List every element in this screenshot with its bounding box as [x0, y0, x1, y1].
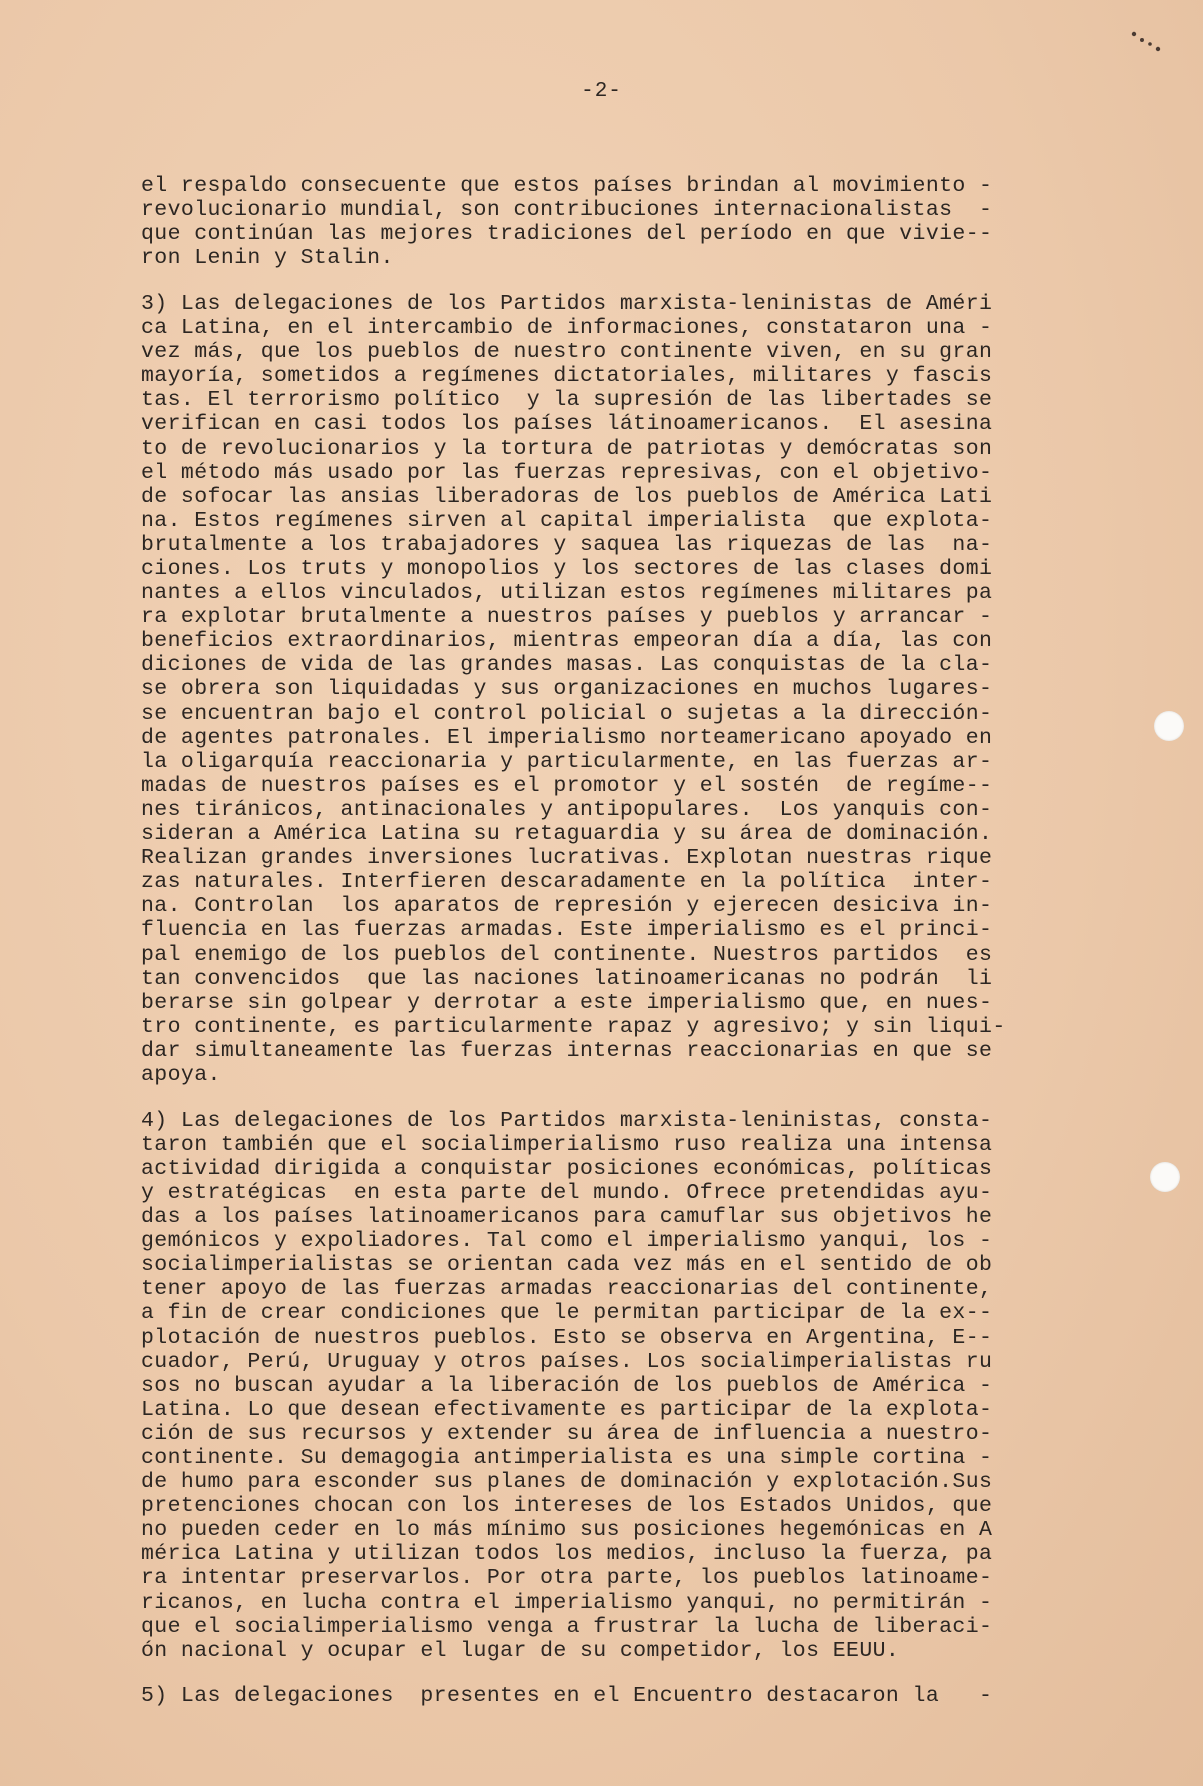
paragraph-gap: [141, 1663, 1081, 1685]
text-line: de sofocar las ansias liberadoras de los pueblos de América Lati: [141, 484, 993, 509]
document-body: [141, 174, 1081, 1709]
paragraph: [141, 292, 1081, 1087]
paragraph: [141, 1109, 1081, 1663]
text-line: to de revolucionarios y la tortura de patriotas y demócratas son: [141, 436, 993, 461]
text-line: madas de nuestros países es el promotor y el sostén de regíme--: [141, 773, 993, 798]
text-line: sideran a América Latina su retaguardia y su área de dominación.: [141, 822, 993, 847]
paragraph: [141, 1684, 1081, 1708]
punch-hole-lower: [1150, 1162, 1180, 1192]
text-line: tro continente, es particularmente rapaz y agresivo; y sin liqui-: [141, 1014, 1006, 1039]
text-line: de agentes patronales. El imperialismo norteamericano apoyado en: [141, 725, 993, 750]
text-line: el respaldo consecuente que estos países brindan al movimiento -: [141, 174, 993, 198]
text-line: nes tiránicos, antinacionales y antipopulares. Los yanquis con-: [141, 797, 993, 822]
text-line: se obrera son liquidadas y sus organizaciones en muchos lugares-: [141, 677, 993, 702]
text-line: 4) Las delegaciones de los Partidos marxista-leninistas, consta-: [141, 1108, 993, 1133]
text-line: berarse sin golpear y derrotar a este imperialismo que, en nues-: [141, 990, 993, 1015]
text-line: Realizan grandes inversiones lucrativas. Explotan nuestras rique: [141, 846, 993, 871]
text-line: revolucionario mundial, son contribuciones internacionalistas -: [141, 198, 993, 223]
text-line: brutalmente a los trabajadores y saquea las riquezas de las na-: [141, 532, 993, 557]
text-line: plotación de nuestros pueblos. Esto se observa en Argentina, E--: [141, 1325, 993, 1350]
text-line: fluencia en las fuerzas armadas. Este imperialismo es el princi-: [141, 918, 993, 943]
text-line: verifican en casi todos los países látinoamericanos. El asesina: [141, 412, 993, 437]
punch-hole-upper: [1154, 711, 1184, 741]
text-line: Latina. Lo que desean efectivamente es participar de la explota-: [141, 1397, 993, 1422]
staple-mark-icon: [1128, 28, 1178, 68]
text-line: diciones de vida de las grandes masas. Las conquistas de la cla-: [141, 653, 993, 678]
paragraph-gap: [141, 1087, 1081, 1109]
text-line: el método más usado por las fuerzas represivas, con el objetivo-: [141, 460, 993, 485]
text-line: ca Latina, en el intercambio de informaciones, constataron una -: [141, 316, 993, 341]
text-line: actividad dirigida a conquistar posiciones económicas, políticas: [141, 1156, 993, 1181]
text-line: ron Lenin y Stalin.: [141, 246, 394, 271]
text-line: 3) Las delegaciones de los Partidos marxista-leninistas de Améri: [141, 291, 993, 316]
text-line: a fin de crear condiciones que le permitan participar de la ex--: [141, 1301, 993, 1326]
text-line: ción de sus recursos y extender su área de influencia a nuestro-: [141, 1421, 993, 1446]
text-line: nantes a ellos vinculados, utilizan estos regímenes militares pa: [141, 581, 993, 606]
text-line: cuador, Perú, Uruguay y otros países. Los socialimperialistas ru: [141, 1349, 993, 1374]
text-line: taron también que el socialimperialismo ruso realiza una intensa: [141, 1132, 993, 1157]
text-line: de humo para esconder sus planes de dominación y explotación.Sus: [141, 1470, 993, 1495]
text-line: na. Estos regímenes sirven al capital imperialista que explota-: [141, 508, 993, 533]
text-line: ón nacional y ocupar el lugar de su competidor, los EEUU.: [141, 1638, 900, 1663]
text-line: ricanos, en lucha contra el imperialismo yanqui, no permitirán -: [141, 1590, 993, 1615]
text-line: zas naturales. Interfieren descaradamente en la política inter-: [141, 870, 993, 895]
text-line: dar simultaneamente las fuerzas internas reaccionarias en que se: [141, 1038, 993, 1063]
text-line: beneficios extraordinarios, mientras empeoran día a día, las con: [141, 629, 993, 654]
text-line: das a los países latinoamericanos para camuflar sus objetivos he: [141, 1205, 993, 1230]
text-line: vez más, que los pueblos de nuestro continente viven, en su gran: [141, 340, 993, 365]
text-line: na. Controlan los aparatos de represión y ejerecen desiciva in-: [141, 894, 993, 919]
text-line: continente. Su demagogia antimperialista es una simple cortina -: [141, 1445, 993, 1470]
text-line: apoya.: [141, 1062, 221, 1087]
text-line: no pueden ceder en lo más mínimo sus posiciones hegemónicas en A: [141, 1518, 993, 1543]
text-line: mérica Latina y utilizan todos los medios, incluso la fuerza, pa: [141, 1542, 993, 1567]
paragraph-gap: [141, 270, 1081, 292]
text-line: que continúan las mejores tradiciones del período en que vivie--: [141, 222, 993, 247]
text-line: tener apoyo de las fuerzas armadas reaccionarias del continente,: [141, 1277, 993, 1302]
text-line: ra intentar preservarlos. Por otra parte, los pueblos latinoame-: [141, 1566, 993, 1591]
text-line: mayoría, sometidos a regímenes dictatoriales, militares y fascis: [141, 364, 993, 389]
text-line: tas. El terrorismo político y la supresión de las libertades se: [141, 388, 993, 413]
page-number: -2-: [581, 80, 622, 103]
text-line: sos no buscan ayudar a la liberación de los pueblos de América -: [141, 1373, 993, 1398]
text-line: tan convencidos que las naciones latinoamericanas no podrán li: [141, 966, 993, 991]
text-line: la oligarquía reaccionaria y particularmente, en las fuerzas ar-: [141, 749, 993, 774]
text-line: pal enemigo de los pueblos del continente. Nuestros partidos es: [141, 942, 993, 967]
text-line: se encuentran bajo el control policial o sujetas a la dirección-: [141, 701, 993, 726]
text-line: ciones. Los truts y monopolios y los sectores de las clases domi: [141, 557, 993, 581]
text-line: pretenciones chocan con los intereses de los Estados Unidos, que: [141, 1494, 993, 1519]
paragraph: [141, 174, 1081, 270]
text-line: gemónicos y expoliadores. Tal como el imperialismo yanqui, los -: [141, 1229, 993, 1254]
text-line: y estratégicas en esta parte del mundo. Ofrece pretendidas ayu-: [141, 1180, 993, 1205]
text-line: 5) Las delegaciones presentes en el Encuentro destacaron la -: [141, 1684, 993, 1709]
text-line: ra explotar brutalmente a nuestros países y pueblos y arrancar -: [141, 605, 993, 630]
text-line: que el socialimperialismo venga a frustrar la lucha de liberaci-: [141, 1614, 993, 1639]
text-line: socialimperialistas se orientan cada vez más en el sentido de ob: [141, 1253, 993, 1278]
